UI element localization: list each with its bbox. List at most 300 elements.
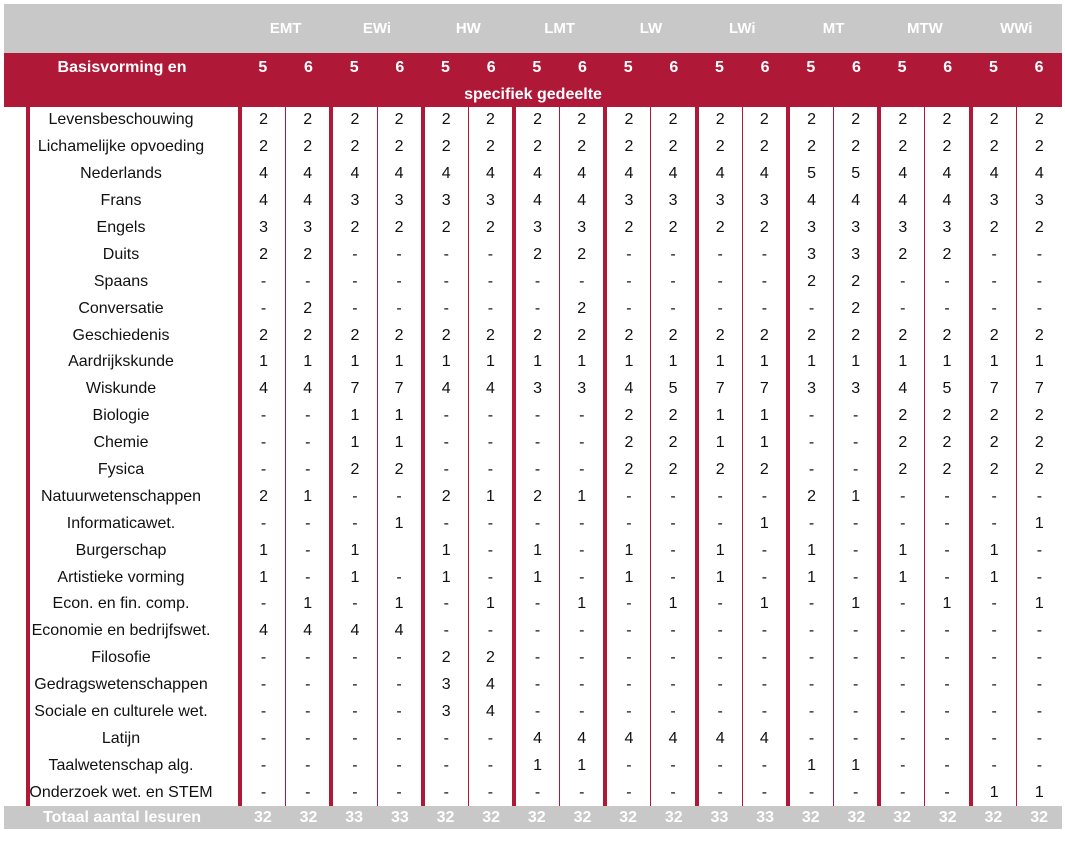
hours-cell: -	[971, 645, 1017, 672]
hours-cell: -	[377, 752, 423, 779]
hours-cell: -	[971, 699, 1017, 726]
hours-cell: -	[468, 295, 514, 322]
hours-cell: -	[286, 430, 332, 457]
hours-cell: -	[605, 510, 651, 537]
hours-cell: -	[651, 564, 697, 591]
hours-cell: -	[605, 752, 651, 779]
hours-cell: -	[971, 591, 1017, 618]
table-body	[4, 4, 1062, 829]
hours-cell: -	[560, 672, 606, 699]
hours-cell: -	[651, 672, 697, 699]
hours-cell: 3	[742, 188, 788, 215]
hours-cell: 4	[560, 725, 606, 752]
hours-cell: -	[240, 779, 286, 806]
hours-cell: -	[423, 779, 469, 806]
subject-row	[4, 430, 1062, 457]
hours-cell: 4	[468, 376, 514, 403]
hours-cell: 4	[971, 161, 1017, 188]
hours-cell: -	[925, 779, 971, 806]
hours-cell: 2	[560, 134, 606, 161]
hours-cell: -	[1016, 645, 1062, 672]
hours-cell: -	[788, 672, 834, 699]
hours-cell: -	[560, 457, 606, 484]
hours-cell: 2	[788, 322, 834, 349]
hours-cell: 4	[879, 188, 925, 215]
hours-cell: -	[925, 295, 971, 322]
hours-cell: 2	[971, 322, 1017, 349]
hours-cell: -	[331, 779, 377, 806]
hours-cell: -	[697, 591, 743, 618]
hours-cell: -	[925, 618, 971, 645]
subject-row	[4, 483, 1062, 510]
year-number: 5	[879, 53, 925, 82]
hours-cell: 2	[240, 322, 286, 349]
hours-cell: 1	[651, 349, 697, 376]
hours-cell: -	[468, 564, 514, 591]
hours-cell: -	[423, 457, 469, 484]
hours-cell: -	[788, 457, 834, 484]
hours-cell: -	[605, 295, 651, 322]
hours-cell: 2	[377, 107, 423, 134]
hours-cell: 2	[514, 241, 560, 268]
hours-cell: -	[514, 645, 560, 672]
hours-cell: -	[331, 672, 377, 699]
hours-cell: -	[651, 645, 697, 672]
hours-cell: 1	[514, 537, 560, 564]
hours-cell: 1	[423, 564, 469, 591]
hours-cell: -	[286, 645, 332, 672]
hours-cell: -	[651, 699, 697, 726]
hours-cell: -	[925, 752, 971, 779]
hours-cell: -	[468, 403, 514, 430]
hours-cell: 1	[468, 483, 514, 510]
hours-cell: 4	[286, 188, 332, 215]
hours-cell: 4	[605, 376, 651, 403]
hours-cell: 3	[423, 672, 469, 699]
hours-cell: -	[651, 295, 697, 322]
hours-cell: -	[925, 699, 971, 726]
year-number: 5	[514, 53, 560, 82]
subject-row	[4, 618, 1062, 645]
hours-cell: -	[240, 752, 286, 779]
hours-cell: 4	[697, 725, 743, 752]
hours-cell: -	[971, 295, 1017, 322]
hours-cell: -	[834, 457, 880, 484]
hours-cell: -	[742, 699, 788, 726]
hours-cell: -	[834, 403, 880, 430]
specifiek-row	[4, 82, 1062, 107]
hours-cell: 1	[788, 537, 834, 564]
hours-cell: 2	[240, 483, 286, 510]
subject-name: Engels	[4, 215, 240, 242]
subject-row	[4, 322, 1062, 349]
hours-cell: 7	[697, 376, 743, 403]
hours-cell: -	[971, 672, 1017, 699]
hours-cell: 1	[697, 430, 743, 457]
hours-cell: 2	[605, 215, 651, 242]
subject-row	[4, 188, 1062, 215]
total-label: Totaal aantal lesuren	[4, 806, 240, 829]
hours-cell: -	[331, 752, 377, 779]
hours-cell: 2	[1016, 430, 1062, 457]
hours-cell: 4	[834, 188, 880, 215]
hours-cell: 1	[605, 349, 651, 376]
header-corner	[4, 4, 240, 53]
total-value: 33	[742, 806, 788, 829]
hours-cell: -	[742, 645, 788, 672]
hours-cell: 1	[377, 349, 423, 376]
hours-cell: -	[788, 618, 834, 645]
hours-cell: -	[971, 510, 1017, 537]
hours-cell: 2	[1016, 322, 1062, 349]
hours-cell: 2	[788, 134, 834, 161]
hours-cell	[377, 537, 423, 564]
year-number: 6	[377, 53, 423, 82]
hours-cell: 1	[514, 752, 560, 779]
hours-cell: -	[240, 672, 286, 699]
hours-cell: 1	[925, 349, 971, 376]
subject-row	[4, 403, 1062, 430]
hours-cell: -	[423, 725, 469, 752]
subject-row	[4, 268, 1062, 295]
hours-cell: -	[240, 510, 286, 537]
hours-cell: 3	[697, 188, 743, 215]
subject-name: Burgerschap	[4, 537, 240, 564]
hours-cell: 2	[423, 322, 469, 349]
subject-row	[4, 215, 1062, 242]
year-number: 5	[697, 53, 743, 82]
hours-cell: -	[971, 752, 1017, 779]
hours-cell: -	[1016, 241, 1062, 268]
hours-cell: 2	[560, 295, 606, 322]
hours-cell: 1	[605, 564, 651, 591]
hours-cell: -	[1016, 564, 1062, 591]
hours-cell: 2	[1016, 134, 1062, 161]
hours-cell: 2	[879, 430, 925, 457]
basisvorming-row	[4, 53, 1062, 82]
hours-cell: 4	[514, 161, 560, 188]
hours-cell: -	[560, 430, 606, 457]
hours-cell: 4	[879, 161, 925, 188]
hours-cell: -	[377, 645, 423, 672]
hours-cell: 4	[286, 376, 332, 403]
total-value: 32	[879, 806, 925, 829]
hours-cell: 1	[377, 430, 423, 457]
hours-cell: 1	[331, 349, 377, 376]
total-value: 32	[1016, 806, 1062, 829]
hours-cell: -	[1016, 295, 1062, 322]
hours-cell: -	[605, 268, 651, 295]
hours-cell: 4	[605, 725, 651, 752]
hours-cell: 3	[331, 188, 377, 215]
hours-cell: 1	[879, 349, 925, 376]
group-header: EMT	[240, 4, 331, 53]
hours-cell: -	[697, 645, 743, 672]
hours-cell: 1	[879, 564, 925, 591]
hours-cell: -	[468, 457, 514, 484]
hours-cell: 1	[560, 349, 606, 376]
hours-cell: 1	[697, 349, 743, 376]
hours-cell: -	[560, 403, 606, 430]
hours-cell: 1	[742, 430, 788, 457]
hours-cell: 2	[240, 134, 286, 161]
hours-cell: -	[879, 618, 925, 645]
hours-cell: -	[834, 779, 880, 806]
hours-cell: 1	[331, 537, 377, 564]
hours-cell: -	[240, 430, 286, 457]
hours-cell: 2	[879, 134, 925, 161]
subject-name: Lichamelijke opvoeding	[4, 134, 240, 161]
hours-cell: 4	[925, 188, 971, 215]
hours-cell: 2	[377, 322, 423, 349]
subject-name: Frans	[4, 188, 240, 215]
hours-cell: 7	[377, 376, 423, 403]
hours-cell: 4	[651, 161, 697, 188]
hours-cell: 2	[971, 134, 1017, 161]
hours-cell: -	[377, 672, 423, 699]
total-row	[4, 806, 1062, 829]
hours-cell: -	[605, 483, 651, 510]
hours-cell: 2	[240, 241, 286, 268]
hours-cell: 2	[925, 457, 971, 484]
hours-cell: 2	[834, 134, 880, 161]
hours-cell: 2	[925, 403, 971, 430]
hours-cell: -	[331, 268, 377, 295]
hours-cell: 1	[331, 564, 377, 591]
hours-cell: -	[286, 672, 332, 699]
subject-row	[4, 134, 1062, 161]
hours-cell: 2	[879, 322, 925, 349]
hours-cell: -	[1016, 752, 1062, 779]
hours-cell: -	[605, 591, 651, 618]
hours-cell: 3	[788, 215, 834, 242]
hours-cell: -	[560, 618, 606, 645]
hours-cell: 1	[514, 564, 560, 591]
hours-cell: 1	[971, 349, 1017, 376]
hours-cell: 1	[286, 483, 332, 510]
subject-name: Wiskunde	[4, 376, 240, 403]
hours-cell: -	[834, 537, 880, 564]
subject-row	[4, 510, 1062, 537]
hours-cell: -	[240, 699, 286, 726]
subject-name: Levensbeschouwing	[4, 107, 240, 134]
hours-cell: -	[468, 752, 514, 779]
year-number: 5	[331, 53, 377, 82]
hours-cell: -	[879, 591, 925, 618]
total-value: 32	[834, 806, 880, 829]
hours-cell: -	[514, 779, 560, 806]
hours-cell: 3	[834, 215, 880, 242]
hours-cell: -	[742, 752, 788, 779]
hours-cell: 4	[468, 672, 514, 699]
hours-cell: 1	[514, 349, 560, 376]
hours-cell: -	[240, 457, 286, 484]
hours-cell: 2	[651, 430, 697, 457]
hours-cell: 2	[925, 107, 971, 134]
hours-cell: 1	[377, 591, 423, 618]
hours-cell: -	[286, 457, 332, 484]
group-header: MT	[788, 4, 879, 53]
hours-cell: 2	[514, 322, 560, 349]
hours-cell: -	[240, 645, 286, 672]
hours-cell: -	[1016, 672, 1062, 699]
hours-cell: -	[286, 268, 332, 295]
subject-name: Latijn	[4, 725, 240, 752]
hours-cell: 3	[651, 188, 697, 215]
hours-cell: -	[925, 268, 971, 295]
hours-cell: 2	[331, 107, 377, 134]
hours-cell: 4	[560, 188, 606, 215]
hours-cell: 2	[240, 107, 286, 134]
hours-cell: -	[697, 295, 743, 322]
hours-cell: 2	[742, 322, 788, 349]
hours-cell: -	[971, 241, 1017, 268]
hours-cell: -	[879, 672, 925, 699]
hours-cell: -	[377, 268, 423, 295]
hours-cell: 2	[423, 483, 469, 510]
hours-cell: 3	[286, 215, 332, 242]
year-number: 5	[605, 53, 651, 82]
hours-cell: 1	[971, 537, 1017, 564]
hours-cell: -	[423, 403, 469, 430]
hours-cell: 1	[834, 591, 880, 618]
hours-cell: 1	[788, 752, 834, 779]
total-value: 32	[925, 806, 971, 829]
hours-cell: -	[514, 510, 560, 537]
hours-cell: -	[879, 779, 925, 806]
hours-cell: -	[423, 241, 469, 268]
hours-cell: -	[377, 725, 423, 752]
lesson-hours-table	[4, 4, 1062, 829]
hours-cell: -	[331, 645, 377, 672]
hours-cell: 2	[286, 134, 332, 161]
hours-cell: 4	[1016, 161, 1062, 188]
hours-cell: -	[834, 618, 880, 645]
hours-cell: 2	[514, 107, 560, 134]
hours-cell: -	[788, 295, 834, 322]
hours-cell: 3	[423, 699, 469, 726]
hours-cell: -	[286, 699, 332, 726]
hours-cell: -	[560, 564, 606, 591]
hours-cell: -	[377, 564, 423, 591]
hours-cell: 4	[468, 699, 514, 726]
hours-cell: -	[1016, 537, 1062, 564]
hours-cell: 2	[377, 134, 423, 161]
hours-cell: 2	[560, 241, 606, 268]
hours-cell: 1	[1016, 510, 1062, 537]
header-row	[4, 4, 1062, 53]
hours-cell: 3	[468, 188, 514, 215]
hours-cell: -	[423, 295, 469, 322]
hours-cell: -	[879, 510, 925, 537]
total-value: 33	[331, 806, 377, 829]
hours-cell: 4	[423, 161, 469, 188]
hours-cell: 1	[971, 564, 1017, 591]
hours-cell: -	[331, 510, 377, 537]
hours-cell: -	[331, 241, 377, 268]
hours-cell: -	[286, 564, 332, 591]
subject-row	[4, 699, 1062, 726]
hours-cell: 2	[331, 134, 377, 161]
hours-cell: 2	[697, 215, 743, 242]
hours-cell: -	[697, 241, 743, 268]
year-number: 5	[240, 53, 286, 82]
hours-cell: -	[788, 430, 834, 457]
subject-name: Economie en bedrijfswet.	[4, 618, 240, 645]
total-value: 32	[468, 806, 514, 829]
subject-name: Aardrijkskunde	[4, 349, 240, 376]
hours-cell: 7	[971, 376, 1017, 403]
hours-cell: -	[377, 295, 423, 322]
hours-cell: -	[468, 618, 514, 645]
hours-cell: -	[605, 672, 651, 699]
section-label-continued: specifiek gedeelte	[4, 82, 1062, 107]
hours-cell: 2	[925, 322, 971, 349]
hours-cell: 2	[286, 107, 332, 134]
hours-cell: -	[377, 779, 423, 806]
hours-cell: 2	[468, 134, 514, 161]
hours-cell: 5	[788, 161, 834, 188]
subject-row	[4, 241, 1062, 268]
hours-cell: -	[605, 645, 651, 672]
hours-cell: -	[742, 241, 788, 268]
hours-cell: 2	[331, 457, 377, 484]
hours-cell: 5	[834, 161, 880, 188]
hours-cell: -	[742, 483, 788, 510]
hours-cell: 1	[423, 537, 469, 564]
hours-cell: 3	[1016, 188, 1062, 215]
hours-cell: 2	[423, 107, 469, 134]
hours-cell: 1	[468, 591, 514, 618]
hours-cell: -	[834, 645, 880, 672]
hours-cell: 2	[1016, 107, 1062, 134]
hours-cell: 2	[834, 268, 880, 295]
hours-cell: -	[651, 537, 697, 564]
hours-cell: -	[697, 483, 743, 510]
hours-cell: 2	[605, 134, 651, 161]
group-header: MTW	[879, 4, 970, 53]
hours-cell: -	[925, 510, 971, 537]
hours-cell: -	[742, 537, 788, 564]
hours-cell: -	[879, 752, 925, 779]
hours-cell: 2	[651, 107, 697, 134]
hours-cell: 2	[742, 215, 788, 242]
hours-cell: 2	[514, 134, 560, 161]
hours-cell: 2	[605, 322, 651, 349]
hours-cell: 1	[788, 564, 834, 591]
hours-cell: -	[468, 268, 514, 295]
hours-cell: -	[468, 430, 514, 457]
hours-cell: 1	[697, 403, 743, 430]
hours-cell: -	[651, 483, 697, 510]
hours-cell: -	[514, 268, 560, 295]
hours-cell: 2	[788, 483, 834, 510]
hours-cell: -	[925, 564, 971, 591]
year-number: 5	[788, 53, 834, 82]
hours-cell: 4	[514, 725, 560, 752]
hours-cell: -	[879, 295, 925, 322]
hours-cell: 1	[605, 537, 651, 564]
hours-cell: -	[331, 699, 377, 726]
hours-cell: 1	[879, 537, 925, 564]
year-number: 6	[742, 53, 788, 82]
hours-cell: -	[605, 618, 651, 645]
hours-cell: 2	[423, 134, 469, 161]
subject-row	[4, 645, 1062, 672]
hours-cell: 5	[925, 376, 971, 403]
hours-cell: 2	[377, 215, 423, 242]
hours-cell: 1	[834, 349, 880, 376]
